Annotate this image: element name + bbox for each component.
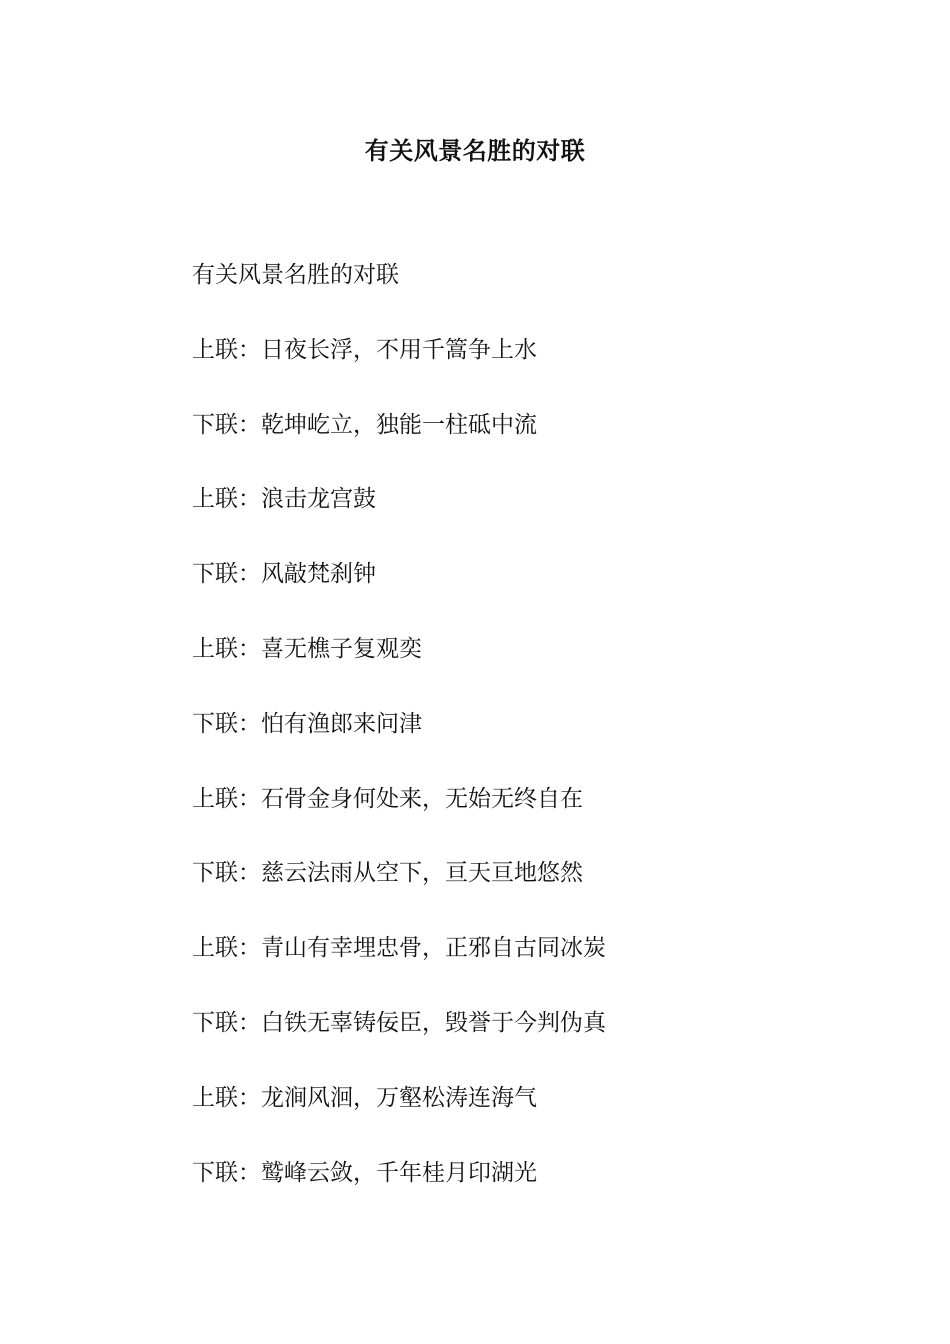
couplet-line: 下联：怕有渔郎来问津 (192, 710, 422, 737)
subtitle-line: 有关风景名胜的对联 (192, 262, 399, 288)
couplet-line: 下联：风敲梵刹钟 (192, 561, 376, 588)
couplet-line: 下联：慈云法雨从空下，亘天亘地悠然 (192, 860, 583, 887)
document-title: 有关风景名胜的对联 (364, 136, 586, 165)
couplet-line: 下联：乾坤屹立，独能一柱砥中流 (192, 411, 537, 438)
couplet-line: 下联：白铁无辜铸佞臣，毁誉于今判伪真 (192, 1009, 606, 1036)
couplet-line: 上联：喜无樵子复观奕 (192, 635, 422, 662)
couplet-line: 上联：日夜长浮，不用千篙争上水 (192, 336, 537, 363)
couplet-line: 上联：青山有幸埋忠骨，正邪自古同冰炭 (192, 935, 606, 962)
couplet-line: 下联：鹫峰云敛，千年桂月印湖光 (192, 1159, 537, 1186)
couplet-line: 上联：浪击龙宫鼓 (192, 486, 376, 513)
couplet-line: 上联：龙涧风洄，万壑松涛连海气 (192, 1084, 537, 1111)
document-body (192, 259, 812, 1231)
couplet-line: 上联：石骨金身何处来，无始无终自在 (192, 785, 583, 812)
